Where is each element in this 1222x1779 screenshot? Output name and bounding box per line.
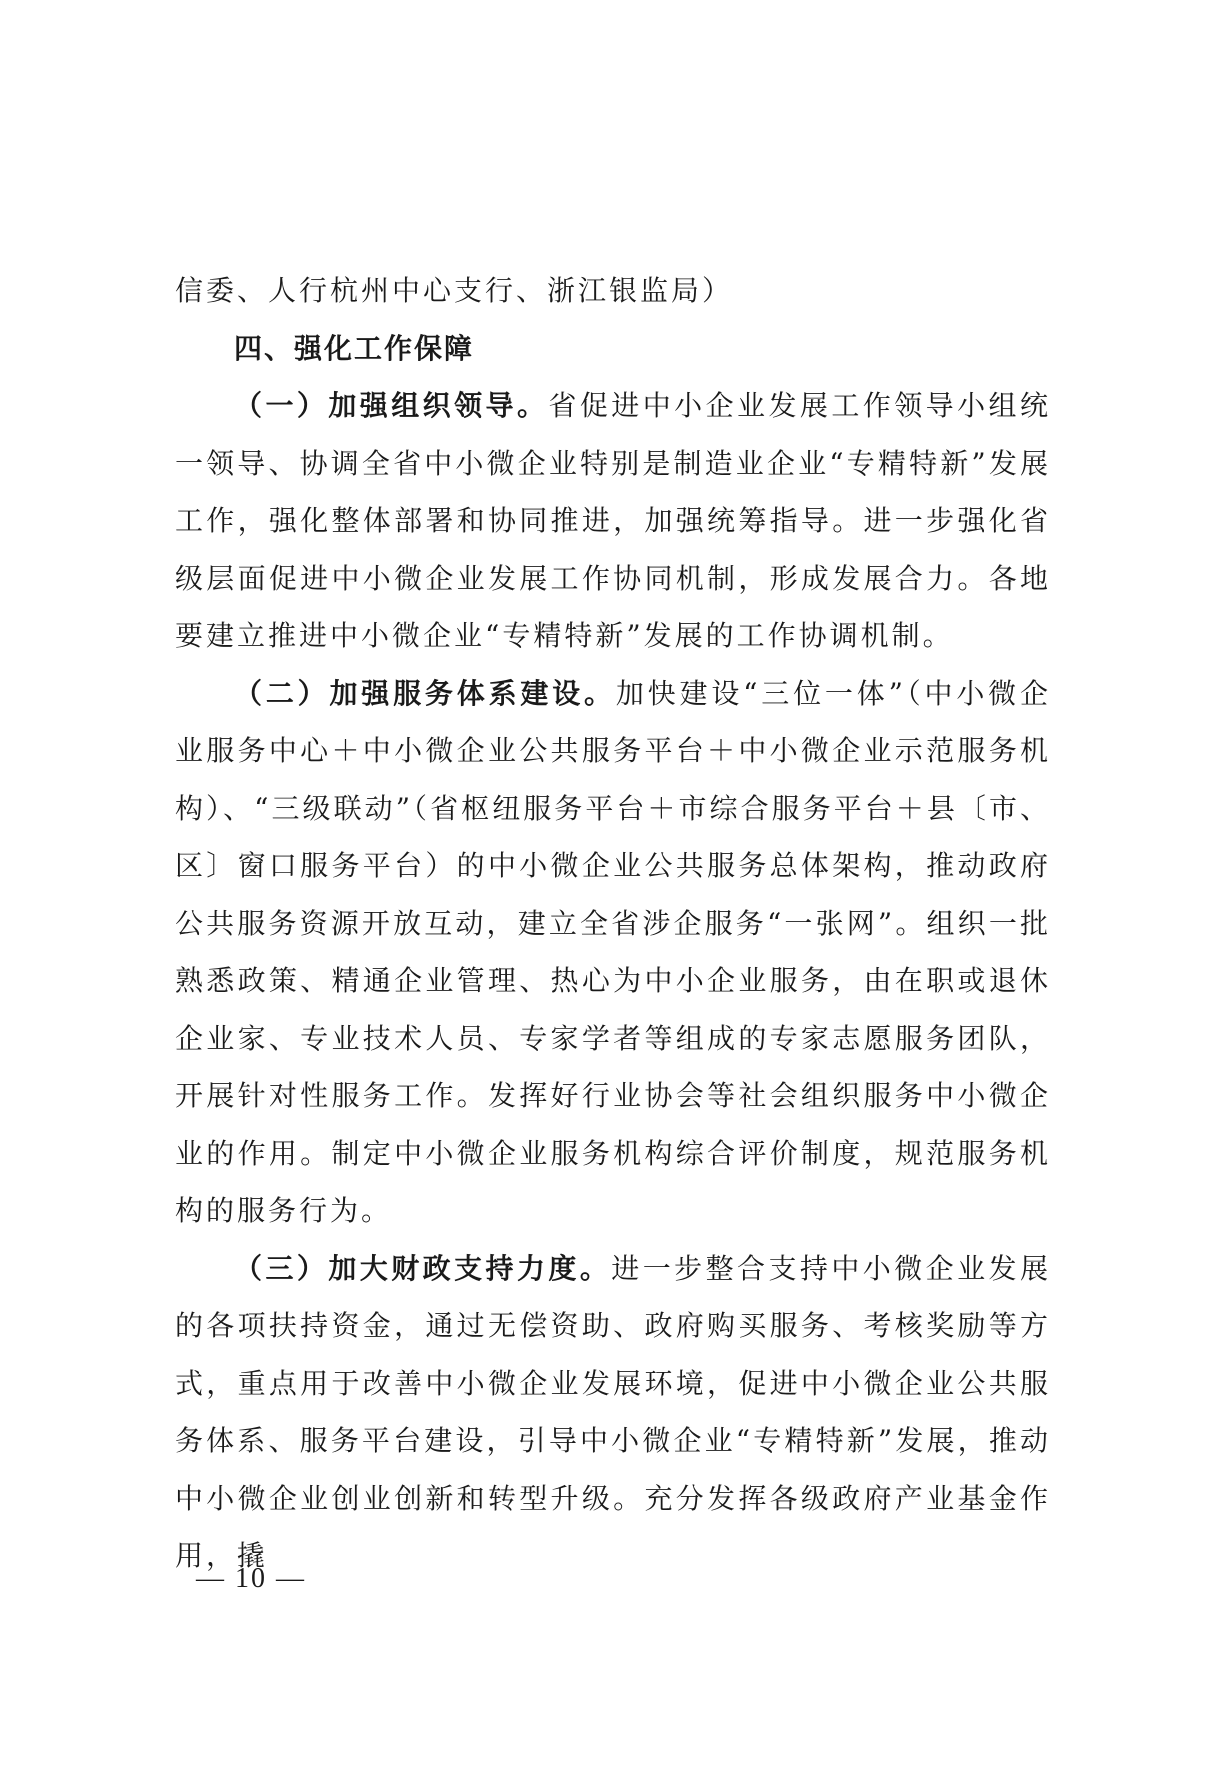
paragraph-service-system [175,665,1051,1240]
paragraph-lead: （三）加大财政支持力度。 [234,1251,612,1285]
paragraph-lead: （二）加强服务体系建设。 [234,676,616,710]
paragraph-body: 加快建设“三位一体”（中小微企业服务中心＋中小微企业公共服务平台＋中小微企业示范服务机构）、“三级联动”（省枢纽服务平台＋市综合服务平台＋县〔市、区〕窗口服务平台）的中小微企业公共服务总体架构，推动政府公共服务资源开放互动，建立全省涉企服务“一张网”。组织一批熟悉政策、精通企业管理、热心为中小企业服务，由在职或退休企业家、专业技术人员、专家学者等组成的专家志愿服务团队，开展针对性服务工作。发挥好行业协会等社会组织服务中小微企业的作用。制定中小微企业服务机构综合评价制度，规范服务机构的服务行为。 [175,676,1051,1227]
continuation-line: 信委、人行杭州中心支行、浙江银监局） [175,274,734,307]
page-number: — 10 — [196,1563,306,1594]
paragraph-lead: （一）加强组织领导。 [234,389,549,422]
paragraph-body: 省促进中小企业发展工作领导小组统一领导、协调全省中小微企业特别是制造业企业“专精特新”发展工作，强化整体部署和协同推进，加强统筹指导。进一步强化省级层面促进中小微企业发展工作协同机制，形成发展合力。各地要建立推进中小微企业“专精特新”发展的工作协调机制。 [175,389,1051,652]
paragraph-fiscal-support [175,1240,1051,1585]
body-text [175,262,1051,1585]
paragraph-organization [175,377,1051,665]
paragraph-body: 进一步整合支持中小微企业发展的各项扶持资金，通过无偿资助、政府购买服务、考核奖励等方式，重点用于改善中小微企业发展环境，促进中小微企业公共服务体系、服务平台建设，引导中小微企业“专精特新”发展，推动中小微企业创业创新和转型升级。充分发挥各级政府产业基金作用，撬 [175,1251,1051,1572]
section-heading: 四、强化工作保障 [234,331,475,365]
